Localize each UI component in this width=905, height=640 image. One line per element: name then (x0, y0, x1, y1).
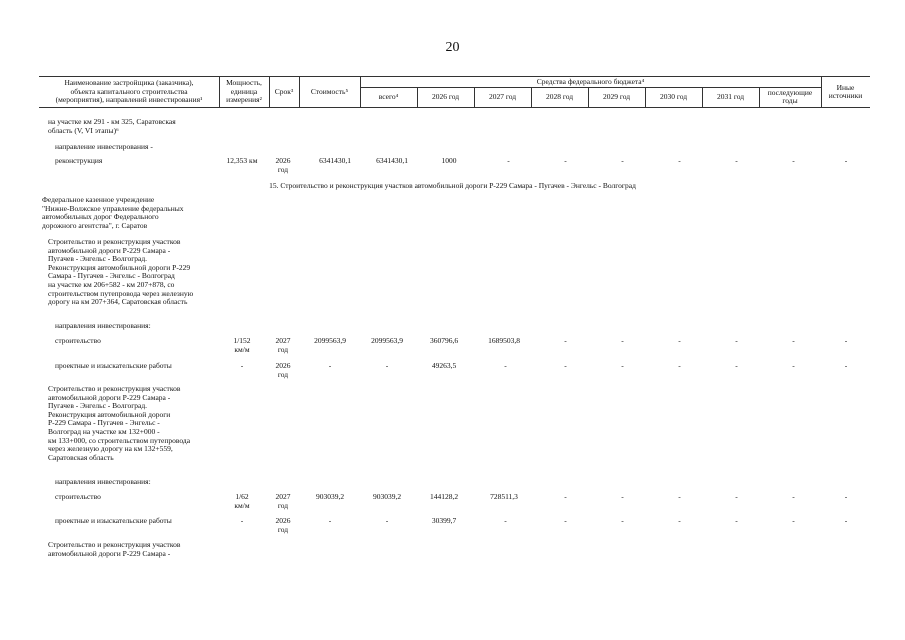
row-cost: - (328, 361, 332, 370)
section-title: 15. Строительство и реконструкция участков автомобильной дороги Р-229 Самара - Пугачев - Энгельс - Волгоград (269, 181, 636, 190)
row-capacity: - (240, 516, 244, 525)
direction-label: направление инвестирования - (55, 142, 153, 151)
row-capacity: 1/62 км/м (234, 492, 250, 510)
row-2028: - (564, 361, 567, 370)
row-2028: - (564, 516, 567, 525)
row-other: - (844, 516, 848, 525)
header-capacity-column: Мощность, единица измерения² (226, 78, 262, 105)
carry-over-object: на участке км 291 - км 325, Саратовская область (V, VI этапы)⁶ (48, 117, 176, 135)
row-2031: - (735, 516, 738, 525)
row-name: строительство (55, 336, 101, 345)
header-later-years: последующие годы (767, 87, 813, 105)
object-description: Строительство и реконструкция участков автомобильной дороги Р-229 Самара - Пугачев - Энгельс - Волгоград. Реконструкция автомобильной дороги Р-229 Самара - Пугачев - Энгельс - Волгоград на участке км 132+000 - км 133+000, со строительством путепровода через железную дорогу на км 132+559, Саратовская область (48, 384, 191, 462)
object-description: Строительство и реконструкция участков автомобильной дороги Р-229 Самара - Пугачев - Энгельс - Волгоград. Реконструкция автомобильной дороги Р-229 Самара - Пугачев - Энгельс - Волгоград на участке км 206+582 - км 207+878, со строительством путепровода через железную дорогу на км 207+364, Саратовская область (48, 237, 194, 307)
row-2031: - (735, 361, 738, 370)
row-total: - (385, 516, 389, 525)
header-total: всего⁴ (378, 91, 399, 101)
row-2026: 30399,7 (431, 516, 457, 525)
row-later: - (792, 516, 795, 525)
row-term: 2026 год (275, 156, 291, 174)
row-cost: 2099563,9 (314, 336, 346, 345)
header-year-2031: 2031 год (716, 91, 745, 101)
row-2029: - (621, 361, 624, 370)
row-2030: - (678, 361, 681, 370)
row-term: 2027 год (275, 336, 291, 354)
row-2028: - (564, 156, 567, 165)
row-name: проектные и изыскательские работы (55, 516, 172, 525)
row-later: - (792, 492, 795, 501)
row-2028: - (564, 492, 567, 501)
row-name: реконструкция (55, 156, 103, 165)
row-2030: - (678, 156, 681, 165)
header-name-column: Наименование застройщика (заказчика), объекта капитального строительства (мероприятия), направлений инвестирования¹ (55, 78, 203, 105)
row-other: - (844, 336, 848, 345)
row-term: 2026 год (275, 516, 291, 534)
directions-label: направления инвестирования: (55, 321, 151, 330)
header-year-2030: 2030 год (659, 91, 688, 101)
row-2030: - (678, 492, 681, 501)
header-federal-budget: Средства федерального бюджета⁴ (360, 77, 821, 88)
institution: Федеральное казенное учреждение "Нижне-Волжское управление федеральных автомобильных дорог Федерального дорожного агентства", г. Саратов (42, 195, 184, 230)
header-year-2028: 2028 год (545, 91, 574, 101)
row-capacity: - (240, 361, 244, 370)
row-2027: - (504, 361, 507, 370)
row-cost: - (328, 516, 332, 525)
row-capacity: 12,353 км (226, 156, 258, 165)
row-2029: - (621, 156, 624, 165)
header-year-2029: 2029 год (602, 91, 631, 101)
row-later: - (792, 336, 795, 345)
header-term-column: Срок³ (274, 86, 294, 96)
row-total: 903039,2 (372, 492, 402, 501)
row-other: - (844, 492, 848, 501)
table-header (39, 76, 870, 108)
header-other-sources: Иные источники (828, 82, 863, 100)
header-cost-column: Стоимость⁵ (310, 86, 349, 96)
row-2029: - (621, 516, 624, 525)
row-2026: 144128,2 (429, 492, 459, 501)
row-term: 2026 год (275, 361, 291, 379)
row-other: - (844, 156, 848, 165)
row-2031: - (735, 156, 738, 165)
row-name: строительство (55, 492, 101, 501)
row-2026: 49263,5 (431, 361, 457, 370)
row-2027: 1689503,8 (488, 336, 520, 345)
directions-label: направления инвестирования: (55, 477, 151, 486)
row-2029: - (621, 492, 624, 501)
page-number: 20 (445, 40, 460, 55)
row-other: - (844, 361, 848, 370)
row-later: - (792, 361, 795, 370)
row-name: проектные и изыскательские работы (55, 361, 172, 370)
row-2030: - (678, 516, 681, 525)
row-later: - (792, 156, 795, 165)
row-total: 2099563,9 (371, 336, 403, 345)
row-2027: 728511,3 (490, 492, 518, 501)
row-2030: - (678, 336, 681, 345)
row-2027: - (504, 516, 507, 525)
row-term: 2027 год (275, 492, 291, 510)
header-year-2026: 2026 год (431, 91, 460, 101)
row-total: - (385, 361, 389, 370)
header-year-2027: 2027 год (488, 91, 517, 101)
object-description: Строительство и реконструкция участков автомобильной дороги Р-229 Самара - (48, 540, 181, 558)
row-2026: 1000 (441, 156, 457, 165)
row-2028: - (564, 336, 567, 345)
row-2029: - (621, 336, 624, 345)
row-2031: - (735, 336, 738, 345)
row-2026: 360796,6 (429, 336, 459, 345)
row-cost: 6341430,1 (319, 156, 351, 165)
row-2031: - (735, 492, 738, 501)
row-cost: 903039,2 (315, 492, 345, 501)
row-capacity: 1/152 км/м (233, 336, 251, 354)
row-2027: - (507, 156, 510, 165)
row-total: 6341430,1 (376, 156, 408, 165)
